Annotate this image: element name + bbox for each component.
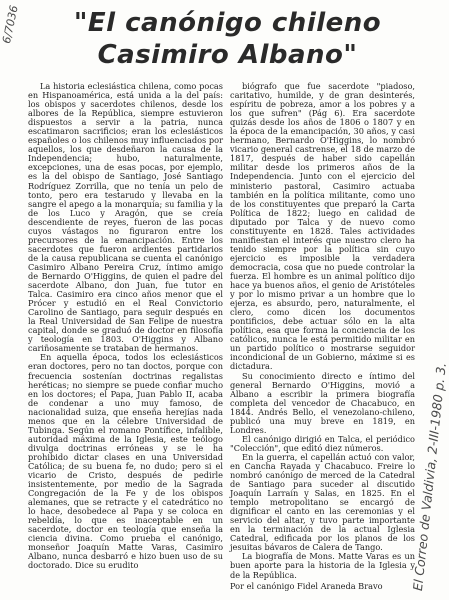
- handwritten-source-note: El Correo de Valdivia, 2-III-1980 p. 3.: [410, 361, 449, 592]
- left-paragraph-1: La historia eclesiástica chilena, como pocas en Hispanoamérica, está unida a la del país: los obispos y sacerdotes chilenos, desde los albores de la República, siempre estuvieron dispuestos a servir a la patria, nunca escatimaron sacrificios; eran los eclesiásticos españoles o los chilenos muy influenciados por aquellos, los que desdeñaron la causa de la Independencia; hubo, naturalmente, excepciones, una de esas pocas, por ejemplo, es la del obispo de Santiago, José Santiago Rodríguez Zorrilla, que no tenía un pelo de tonto, pero era testarudo y llevaba en la sangre el apego a la monarquía; su familia y la de los Luco y Aragón, que se creía descendiente de reyes, fueron de las pocas cuyos vástagos no figuraron entre los precursores de la emancipación. Entre los sacerdotes que fueron ardientes partidarios de la causa republicana se cuenta el canónigo Casimiro Albano Pereira Cruz, íntimo amigo de Bernardo O'Higgins, de quien el padre del sacerdote Albano, don Juan, fue tutor en Talca. Casimiro era cinco años menor que el Prócer y estudió en el Real Convictorio Carolino de Santiago, para seguir después en la Real Universidad de San Felipe de nuestra capital, donde se graduó de doctor en filosofía y teología en 1803. O'Higgins y Albano cariñosamente se trataban de hermanos.: [28, 81, 223, 354]
- right-paragraph-4: En la guerra, el capellán actuó con valor, en Cancha Rayada y Chacabuco. Freire lo nombró canónigo de merced de la Catedral de Santiago para suceder al discutido Joaquín Larraín y Salas, en 1825. En el templo metropolitano se encargó de dignificar el canto en las ceremonias y el servicio del altar, y tuvo parte importante en la terminación de la actual Iglesia Catedral, edificada por los planos de los jesuitas bávaros de Calera de Tango.: [230, 451, 415, 553]
- handwritten-archive-code: 6/7036: [0, 4, 21, 45]
- right-paragraph-1: biógrafo que fue sacerdote "piadoso, caritativo, humilde, y de gran desinterés, espíritu de pobreza, amor a los pobres y a los que sufren" (Pág 6). Era sacerdote quizás desde los años de 1806 o 1807 y en la época de la emancipación, 30 años, y casi hermano, Bernardo O'Higgins, lo nombró vicario general castrense, el 18 de marzo de 1817, después de haber sido capellán militar desde los primeros años de la Independencia. Junto con el ejercicio del ministerio pastoral, Casimiro actuaba también en la política militante, como uno de los constituyentes que preparó la Carta Política de 1822; luego en calidad de diputado por Talca y de nuevo como constituyente en 1828. Tales actividades manifiestan el interés que nuestro clero ha tenido siempre por la política sin cuyo ejercicio es imposible la verdadera democracia, cosa que no puede controlar la fuerza. El hombre es un animal político dijo hace ya buenos años, el genio de Aristóteles y por lo mismo privar a un hombre que lo ejerza, es absurdo, pero, naturalmente, el clero, como dicen los documentos pontificios, debe actuar sólo en la alta política, esa que forma la conciencia de los católicos, nunca le está permitido militar en un partido político o mostrarse seguidor incondicional de un Gobierno, máxime si es dictadura.: [230, 81, 415, 372]
- article-title-line-2: Casimiro Albano": [97, 40, 358, 70]
- left-paragraph-2: En aquella época, todos los eclesiásticos eran doctores, pero no tan doctos, porque con frecuencia sostenían doctrinas regalistas heréticas; no siempre se puede confiar mucho en los doctores; el Papa, Juan Pablo II, acaba de condenar a uno muy famoso, de nacionalidad suiza, que enseña herejías nada menos que en la célebre Universidad de Tubinga. Según el romano Pontífice, infalible, autoridad máxima de la Iglesia, este teólogo divulga doctrinas erróneas y se le ha prohibido dictar clases en una Universidad Católica; de su buena fe, no dudo; pero si el vicario de Cristo, después de pedirle insistentemente, por medio de la Sagrada Congregación de la Fe y de los obispos alemanes, que se retracte y el catedrático no lo hace, desobedece al Papa y se coloca en rebeldía, lo que es inaceptable en un sacerdote, doctor en teología que enseña la ciencia divina. Como prueba el canónigo, monseñor Joaquín Matte Varas, Casimiro Albano, nunca desbarró e hizo buen uso de su doctorado. Dice su erudito: [28, 352, 223, 571]
- article-title-line-1: "El canónigo chileno: [73, 8, 382, 38]
- right-paragraph-2: Su conocimiento directo e íntimo del general Bernardo O'Higgins, movió a Albano a escribir la primera biografía completa del vencedor de Chacabuco, en 1844. Andrés Bello, el venezolano-chileno, publicó una muy breve en 1819, en Londres.: [230, 370, 415, 435]
- author-signature: Por el canónigo Fidel Araneda Bravo: [230, 580, 383, 591]
- right-paragraph-3: El canónigo dirigió en Talca, el periódico "Colección", que editó diez números.: [230, 433, 415, 453]
- left-text-column: [28, 82, 223, 571]
- right-paragraph-5: La biografía de Mons. Matte Varas es un buen aporte para la historia de la Iglesia y de la República.: [230, 551, 415, 580]
- right-text-column: [230, 82, 415, 591]
